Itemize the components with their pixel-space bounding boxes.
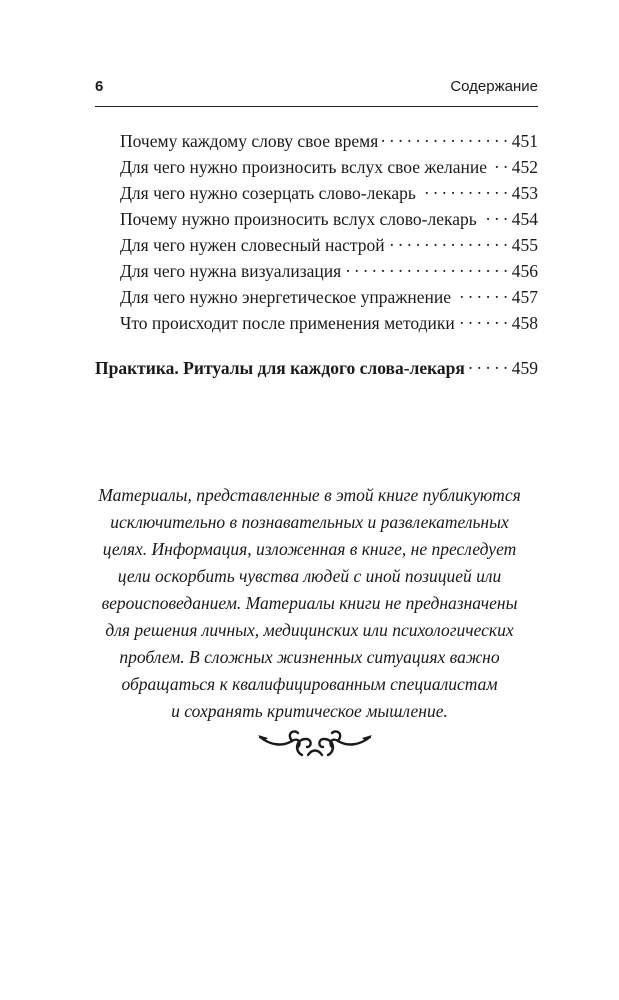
toc-part	[95, 353, 538, 379]
toc-part-page: 459	[511, 358, 538, 378]
dot-leader	[455, 282, 508, 303]
dot-leader	[345, 256, 508, 277]
dot-leader	[382, 126, 507, 147]
disclaimer-line: вероисповеданием. Материалы книги не предназначены	[101, 593, 518, 613]
toc-entry-label: Для чего нужна визуализация	[120, 261, 342, 281]
toc-entry-label: Для чего нужно произносить вслух свое желание	[120, 157, 488, 177]
disclaimer-line: Материалы, представленные в этой книге публикуются	[98, 485, 521, 505]
toc-entry-label: Для чего нужно энергетическое упражнение	[120, 287, 451, 307]
toc-entry-label: Для чего нужен словесный настрой	[120, 235, 385, 255]
toc-entry-page: 451	[511, 131, 538, 151]
dot-leader	[420, 178, 508, 199]
dot-leader	[469, 353, 508, 374]
toc-entry[interactable]	[120, 256, 538, 282]
toc-entry-page: 452	[511, 157, 538, 177]
dot-leader	[491, 152, 508, 173]
dot-leader	[481, 204, 508, 225]
toc-entry-page: 456	[511, 261, 538, 281]
disclaimer-line: целях. Информация, изложенная в книге, не преследует	[102, 539, 517, 559]
toc-entry-page: 455	[511, 235, 538, 255]
toc-entry[interactable]	[120, 308, 538, 334]
toc-entry-label: Для чего нужно созерцать слово-лекарь	[120, 183, 416, 203]
ornament-icon	[256, 725, 374, 759]
disclaimer-line: обращаться к квалифицированным специалистам	[121, 674, 498, 694]
toc-entry[interactable]	[120, 178, 538, 204]
table-of-contents	[120, 126, 538, 334]
disclaimer	[90, 482, 529, 725]
page-number: 6	[95, 78, 104, 95]
toc-entry[interactable]	[120, 282, 538, 308]
disclaimer-line: для решения личных, медицинских или психологических	[105, 620, 514, 640]
disclaimer-line: цели оскорбить чувства людей с иной позицией или	[117, 566, 502, 586]
disclaimer-line: и сохранять критическое мышление.	[171, 701, 448, 721]
disclaimer-line: исключительно в познавательных и развлекательных	[110, 512, 509, 532]
disclaimer-line: проблем. В сложных жизненных ситуациях важно	[119, 647, 500, 667]
running-header	[95, 74, 538, 107]
toc-entry-label: Почему каждому слову свое время	[120, 131, 379, 151]
toc-part-label: Практика. Ритуалы для каждого слова-лекаря	[95, 358, 465, 378]
toc-entry-page: 454	[511, 209, 538, 229]
dot-leader	[459, 308, 508, 329]
toc-entry-page: 457	[511, 287, 538, 307]
dot-leader	[389, 230, 508, 251]
toc-entry[interactable]	[120, 126, 538, 152]
toc-part-entry[interactable]	[95, 353, 538, 379]
toc-entry[interactable]	[120, 204, 538, 230]
toc-entry-label: Почему нужно произносить вслух слово-лекарь	[120, 209, 477, 229]
toc-entry-page: 458	[511, 313, 538, 333]
toc-entry[interactable]	[120, 230, 538, 256]
toc-entry-label: Что происходит после применения методики	[120, 313, 455, 333]
toc-entry[interactable]	[120, 152, 538, 178]
toc-entry-page: 453	[511, 183, 538, 203]
section-title: Содержание	[450, 78, 538, 95]
